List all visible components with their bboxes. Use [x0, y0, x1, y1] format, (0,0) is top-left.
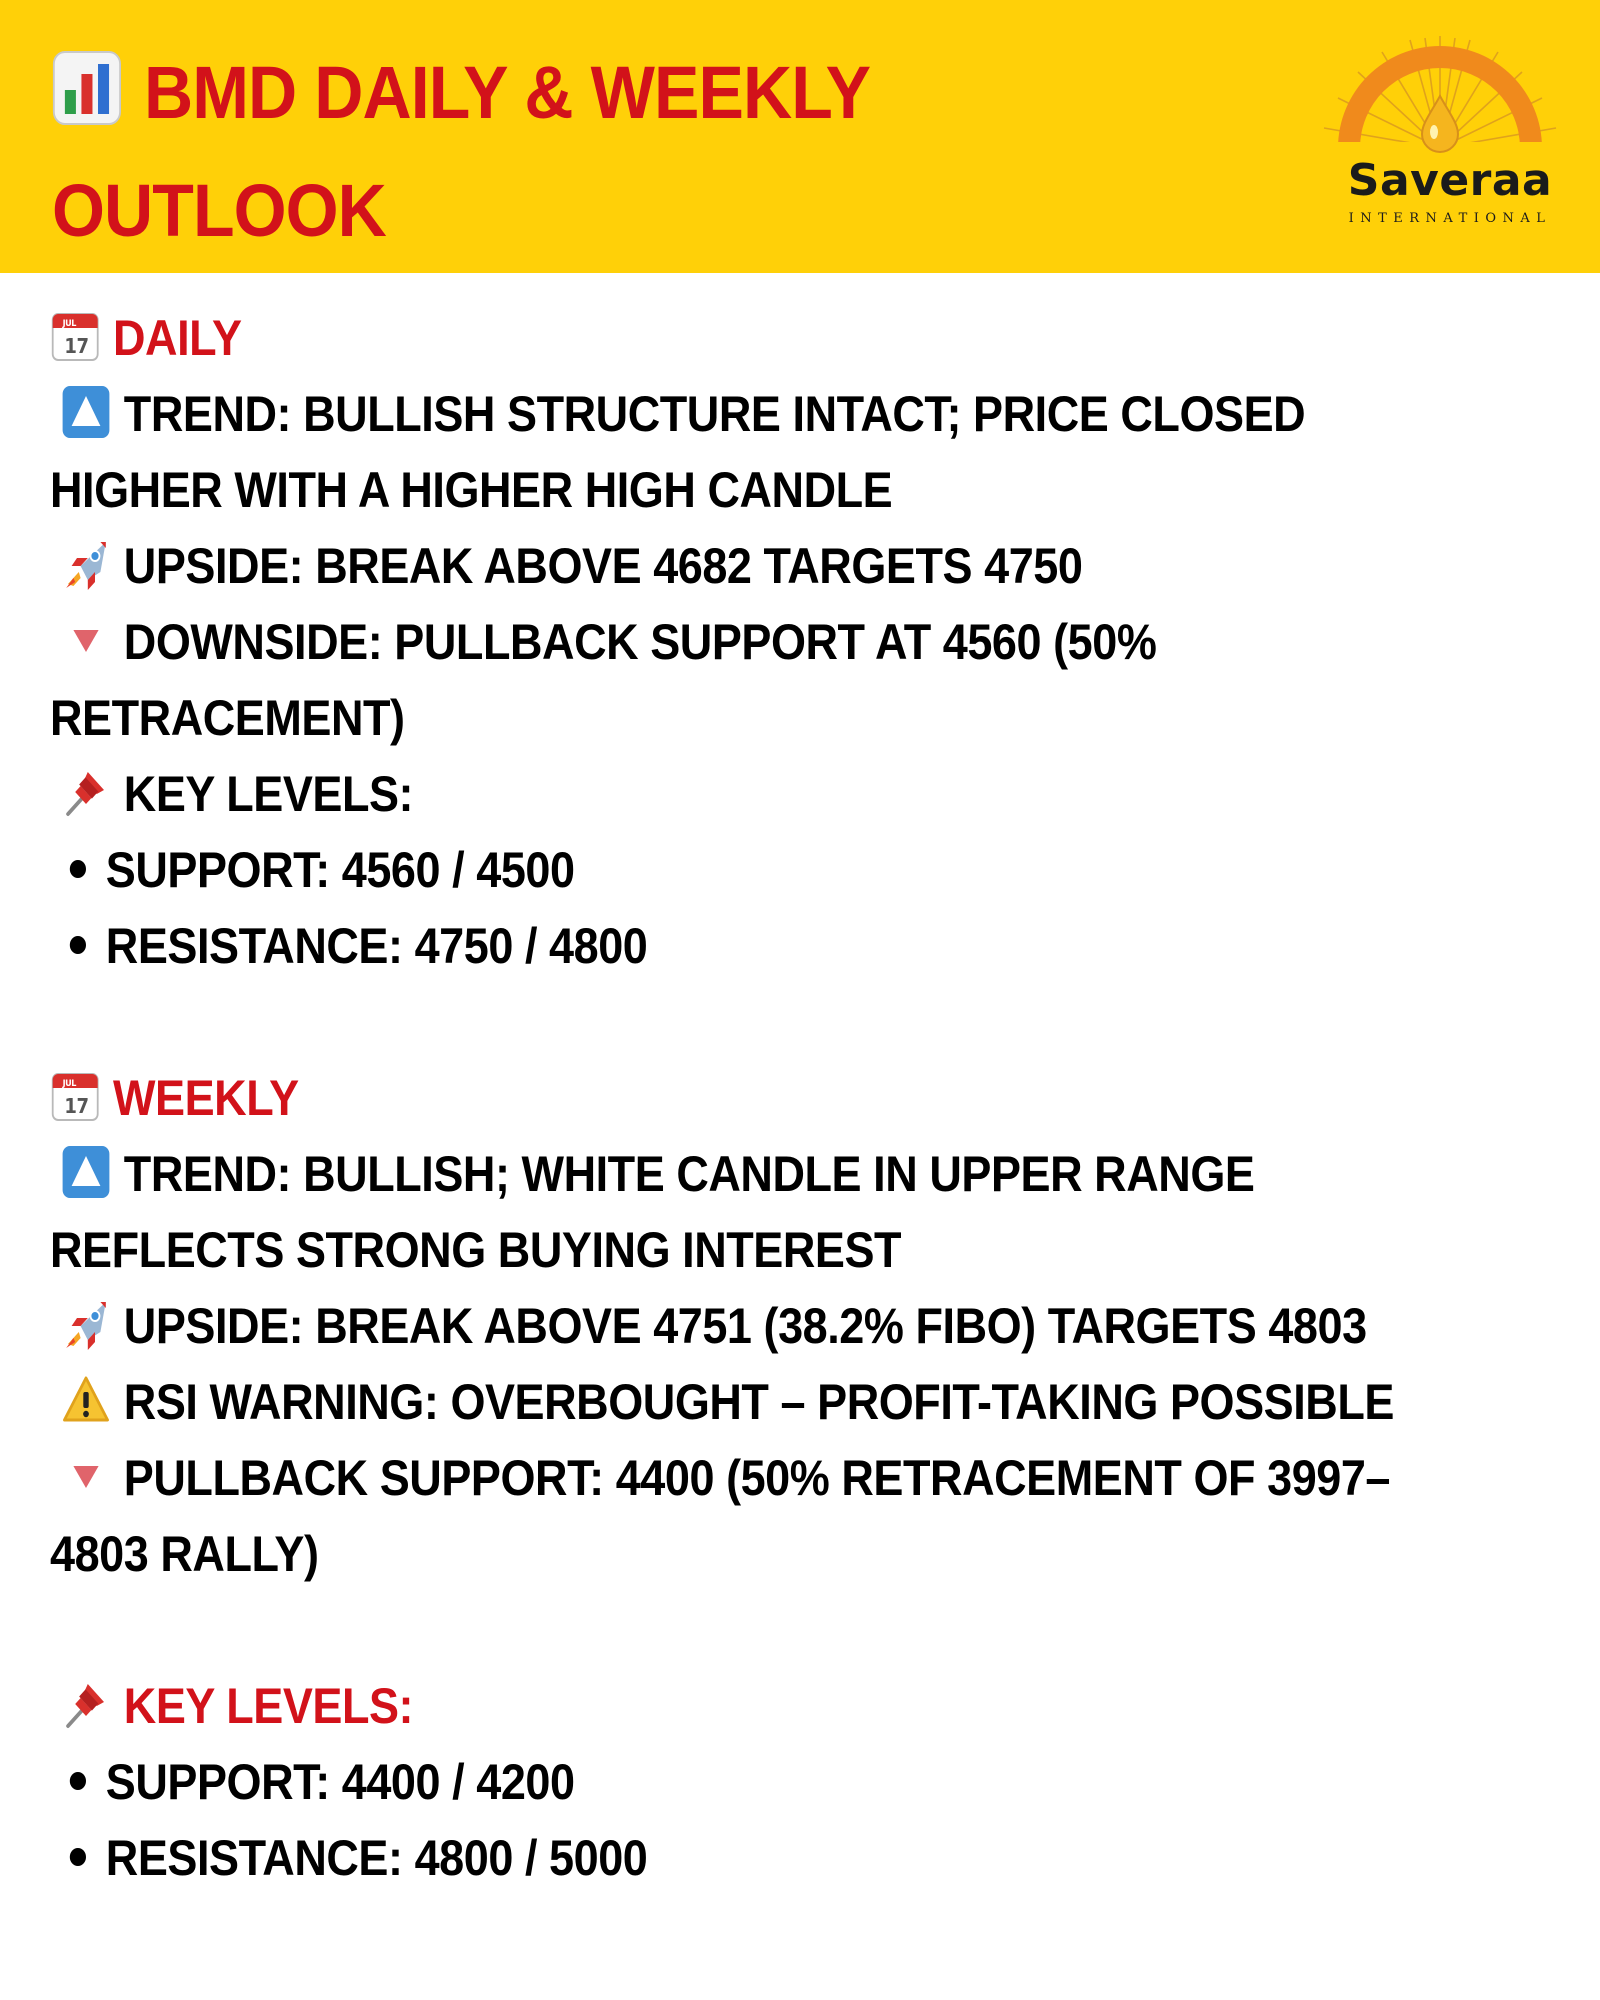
weekly-upside-text: UPSIDE: BREAK ABOVE 4751 (38.2% FIBO) TARGETS 4803: [123, 1298, 1367, 1354]
svg-text:17: 17: [64, 335, 89, 359]
bullet-dot: [70, 936, 86, 954]
pushpin-icon: [61, 1676, 111, 1732]
section-gap: [50, 1592, 1570, 1668]
outlook-content: [50, 300, 1570, 1896]
up-triangle-icon: [61, 384, 111, 440]
warning-icon: [61, 1372, 111, 1428]
section-gap: [50, 984, 1570, 1060]
daily-support-text: SUPPORT: 4560 / 4500: [105, 842, 575, 898]
weekly-pullback: [50, 1440, 1418, 1516]
daily-key-levels: [50, 756, 1418, 832]
weekly-resistance-text: RESISTANCE: 4800 / 5000: [105, 1830, 648, 1886]
daily-trend-line1: TREND: BULLISH STRUCTURE INTACT; PRICE CLOSED: [123, 386, 1306, 442]
weekly-support-text: SUPPORT: 4400 / 4200: [105, 1754, 575, 1810]
logo-name: Saveraa: [1347, 155, 1553, 206]
daily-support: [50, 832, 1418, 908]
daily-downside-line2: RETRACEMENT): [50, 690, 405, 746]
weekly-support: [50, 1744, 1418, 1820]
weekly-upside: [50, 1288, 1418, 1364]
logo-subtitle: INTERNATIONAL: [1348, 211, 1552, 226]
daily-resistance-text: RESISTANCE: 4750 / 4800: [105, 918, 648, 974]
weekly-pullback-line1: PULLBACK SUPPORT: 4400 (50% RETRACEMENT OF 3997–: [123, 1450, 1391, 1506]
daily-upside-text: UPSIDE: BREAK ABOVE 4682 TARGETS 4750: [123, 538, 1083, 594]
daily-downside: [50, 604, 1418, 680]
weekly-trend: [50, 1136, 1418, 1212]
weekly-resistance: [50, 1820, 1418, 1896]
weekly-key-levels-text: KEY LEVELS:: [123, 1678, 414, 1734]
weekly-pullback-line2: 4803 RALLY): [50, 1526, 319, 1582]
weekly-heading-text: WEEKLY: [113, 1070, 299, 1126]
rocket-icon: [61, 1296, 111, 1352]
pushpin-icon: [61, 764, 111, 820]
weekly-rsi-warning: [50, 1364, 1418, 1440]
down-triangle-icon: [61, 612, 111, 668]
daily-upside: [50, 528, 1418, 604]
down-triangle-icon: [61, 1448, 111, 1504]
daily-trend: [50, 376, 1418, 452]
title-line1: BMD DAILY & WEEKLY: [144, 51, 871, 134]
svg-text:JUL: JUL: [62, 318, 76, 330]
daily-heading: [50, 300, 1418, 376]
svg-text:JUL: JUL: [62, 1078, 76, 1090]
bullet-dot: [70, 1772, 86, 1790]
daily-heading-text: DAILY: [113, 310, 242, 366]
bullet-dot: [70, 860, 86, 878]
svg-text:17: 17: [64, 1095, 89, 1119]
weekly-trend-line2: REFLECTS STRONG BUYING INTEREST: [50, 1222, 902, 1278]
page-title: [52, 38, 1156, 266]
rocket-icon: [61, 536, 111, 592]
daily-downside-line1: DOWNSIDE: PULLBACK SUPPORT AT 4560 (50%: [123, 614, 1157, 670]
daily-key-levels-text: KEY LEVELS:: [123, 766, 414, 822]
weekly-rsi-warning-text: RSI WARNING: OVERBOUGHT – PROFIT-TAKING POSSIBLE: [123, 1374, 1394, 1430]
calendar-icon: [50, 1068, 100, 1124]
daily-trend-line2: HIGHER WITH A HIGHER HIGH CANDLE: [50, 462, 893, 518]
calendar-icon: [50, 308, 100, 364]
daily-resistance: [50, 908, 1418, 984]
bullet-dot: [70, 1848, 86, 1866]
weekly-key-levels: [50, 1668, 1418, 1744]
bar-chart-icon: [52, 46, 122, 156]
weekly-trend-line1: TREND: BULLISH; WHITE CANDLE IN UPPER RANGE: [123, 1146, 1255, 1202]
weekly-heading: [50, 1060, 1418, 1136]
up-triangle-icon: [61, 1144, 111, 1200]
saveraa-logo: [1310, 30, 1570, 240]
title-line2: OUTLOOK: [52, 169, 386, 252]
